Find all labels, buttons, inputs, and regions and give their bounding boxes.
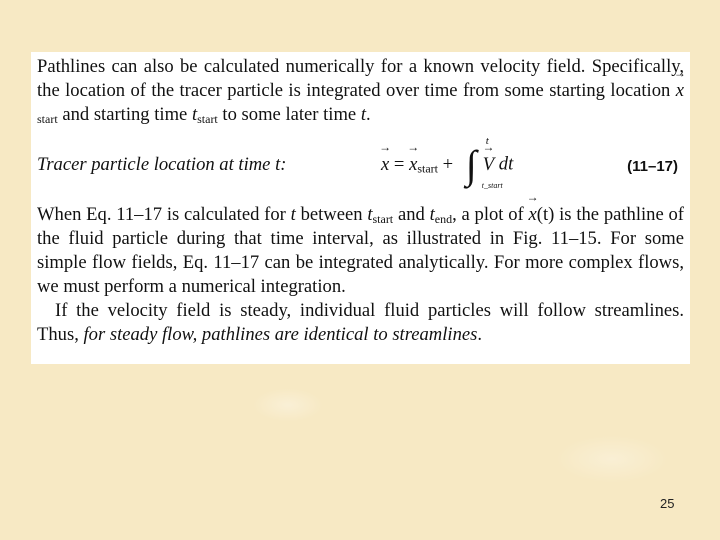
- x-start-vector: → x: [409, 153, 417, 177]
- integral-sign: ∫ t t_start: [465, 135, 503, 190]
- paragraph-pathlines-numerical: Pathlines can also be calculated numerically for a known velocity field. Specifically, the location of the tracer particle is integrated over time from some starting location → $x_{start}$ and starting time $t_{start}$ to some later time t.: [37, 55, 684, 127]
- paragraph-eq-calculation: When Eq. 11–17 is calculated for t between $t_{start}$ and $t_{end}$, a plot of → x(t) is the pathline of the fluid particle during that time interval, as illustrated in Fig. 11–15. For some simple flow fields, Eq. 11–17 can be integrated analytically. For more complex flows, we must perform a numerical integration.: [37, 203, 684, 299]
- equation-11-17: [37, 135, 684, 197]
- integral-upper-limit: t: [485, 135, 489, 147]
- equation-formula: → x = → $x_{start}$ + ∫ t t_start → V dt: [381, 145, 513, 185]
- velocity-vector: → V: [483, 153, 494, 177]
- x-of-t-vector: → x: [529, 203, 537, 227]
- x-vector: → x: [381, 153, 389, 177]
- steady-flow-emphasis: for steady flow, pathlines are identical to streamlines: [83, 324, 478, 345]
- equation-number: (11–17): [627, 158, 678, 175]
- paragraph-steady-flow: If the velocity field is steady, individual fluid particles will follow streamlines. Thus, for steady flow, pathlines are identical to streamlines.: [37, 300, 684, 345]
- equation-label: Tracer particle location at time t:: [37, 154, 287, 175]
- x-vector: → x: [676, 79, 684, 103]
- textbook-excerpt: [31, 52, 690, 364]
- integral-lower-limit: t_start: [481, 181, 503, 190]
- slide-page-number: 25: [660, 496, 675, 511]
